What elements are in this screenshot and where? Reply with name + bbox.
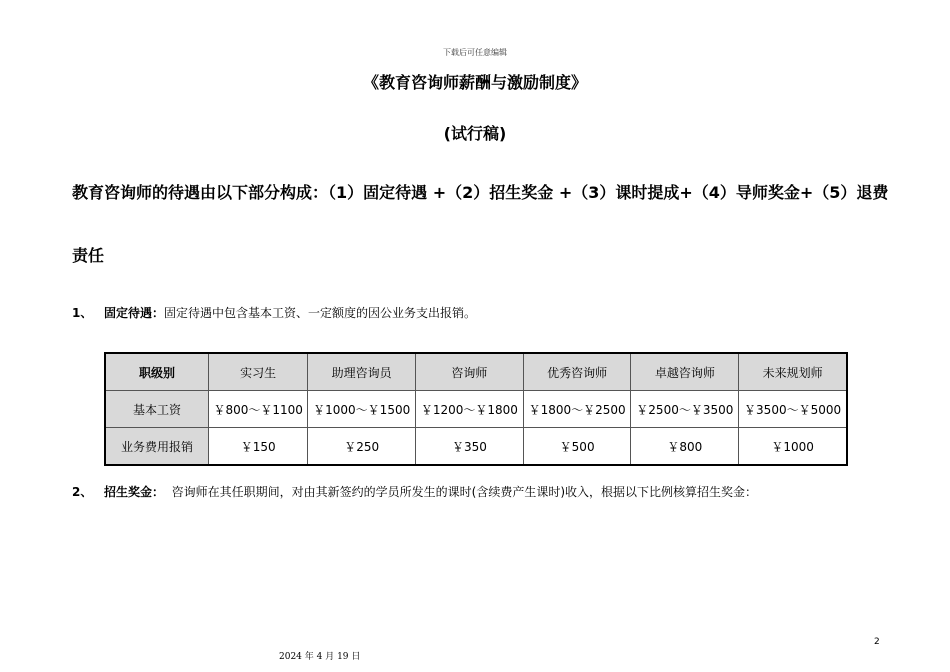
section-1-heading: 固定待遇： [104,306,165,320]
section-2-heading: 招生奖金： [104,485,165,499]
table-header-cell: 助理咨询员 [308,353,416,391]
table-header-cell: 卓越咨询师 [631,353,739,391]
document-subtitle: (试行稿) [443,124,507,143]
table-header-row [105,353,847,391]
intro-line-1: 教育咨询师的待遇由以下部分构成：（1）固定待遇 +（2）招生奖金 +（3）课时提成+（4）导师奖金+（5）退费 [72,183,889,202]
header-note: 下载后可任意编辑 [443,48,507,57]
row-label-base-salary: 基本工资 [105,391,209,428]
section-1-number: 1、 [72,306,93,320]
table-cell: ￥250 [308,428,416,466]
table-cell: ￥1000～￥1500 [308,391,416,428]
table-cell: ￥3500～￥5000 [739,391,847,428]
salary-table [104,352,848,466]
section-2-number: 2、 [72,485,93,499]
page-number: 2 [874,637,880,647]
section-1-text: 固定待遇中包含基本工资、一定额度的因公业务支出报销。 [164,306,477,320]
table-cell: ￥1000 [739,428,847,466]
table-header-cell: 咨询师 [416,353,524,391]
footer-date: 2024 年 4 月 19 日 [279,652,361,662]
document-title: 《教育咨询师薪酬与激励制度》 [362,73,587,92]
table-cell: ￥800～￥1100 [209,391,308,428]
table-cell: ￥2500～￥3500 [631,391,739,428]
table-cell: ￥150 [209,428,308,466]
table-cell: ￥1200～￥1800 [416,391,524,428]
table-header-cell: 职级别 [105,353,209,391]
table-cell: ￥1800～￥2500 [523,391,631,428]
row-label-expense-reimbursement: 业务费用报销 [105,428,209,466]
section-1 [72,304,476,321]
table-header-cell: 未来规划师 [739,353,847,391]
intro-line-2: 责任 [72,246,105,265]
section-2-text: 咨询师在其任职期间，对由其新签约的学员所发生的课时(含续费产生课时)收入，根据以下比例核算招生奖金： [171,485,758,499]
table-row [105,428,847,466]
table-cell: ￥350 [416,428,524,466]
table-header-cell: 优秀咨询师 [523,353,631,391]
table-cell: ￥800 [631,428,739,466]
section-2 [72,483,757,500]
table-cell: ￥500 [523,428,631,466]
table-row [105,391,847,428]
table-header-cell: 实习生 [209,353,308,391]
